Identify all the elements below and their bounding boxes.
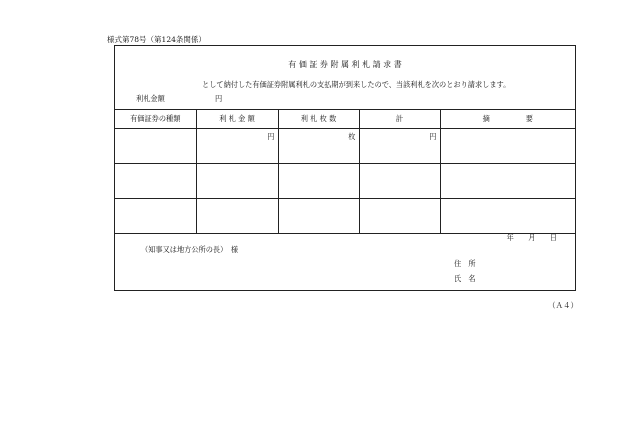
column-header-coupon-amount: 利 札 金 額 (196, 110, 278, 129)
request-statement: として納付した有価証券附属利札の支払期が到来したので、当該利札を次のとおり請求します。 (202, 80, 511, 89)
cell-coupon-amount[interactable] (196, 164, 278, 199)
cell-remarks[interactable] (440, 164, 575, 199)
form-title: 有 価 証 券 附 属 利 札 請 求 書 (288, 60, 402, 69)
unit-yen: 円 (267, 132, 275, 141)
address-label: 住 所 (454, 259, 476, 268)
coupon-table (115, 109, 575, 234)
unit-yen: 円 (429, 132, 437, 141)
name-label: 氏 名 (454, 274, 476, 283)
column-header-coupon-count: 利 札 枚 数 (278, 110, 359, 129)
cell-coupon-count[interactable] (278, 164, 359, 199)
column-header-total: 計 (359, 110, 440, 129)
column-header-security-type: 有価証券の種類 (115, 110, 196, 129)
cell-coupon-count[interactable] (278, 129, 359, 164)
cell-coupon-amount[interactable] (196, 129, 278, 164)
cell-remarks[interactable] (440, 199, 575, 234)
cell-total[interactable] (359, 129, 440, 164)
cell-security-type[interactable] (115, 164, 196, 199)
cell-total[interactable] (359, 164, 440, 199)
form-frame (114, 45, 576, 291)
table-header-row (115, 110, 575, 129)
form-number-label: 様式第78号（第124条関係） (107, 35, 206, 44)
cell-remarks[interactable] (440, 129, 575, 164)
coupon-amount-label: 利札金額 (136, 94, 165, 103)
cell-security-type[interactable] (115, 199, 196, 234)
paper-size-label: （Ａ４） (548, 301, 578, 310)
column-header-remarks: 摘 要 (440, 110, 575, 129)
table-row (115, 199, 575, 234)
addressee-line: （知事又は地方公所の長） 様 (141, 245, 239, 254)
cell-total[interactable] (359, 199, 440, 234)
date-line: 年 月 日 (506, 233, 557, 242)
unit-sheets: 枚 (348, 132, 356, 141)
cell-coupon-amount[interactable] (196, 199, 278, 234)
coupon-amount-unit: 円 (215, 94, 223, 103)
table-row (115, 129, 575, 164)
table-row (115, 164, 575, 199)
cell-coupon-count[interactable] (278, 199, 359, 234)
cell-security-type[interactable] (115, 129, 196, 164)
